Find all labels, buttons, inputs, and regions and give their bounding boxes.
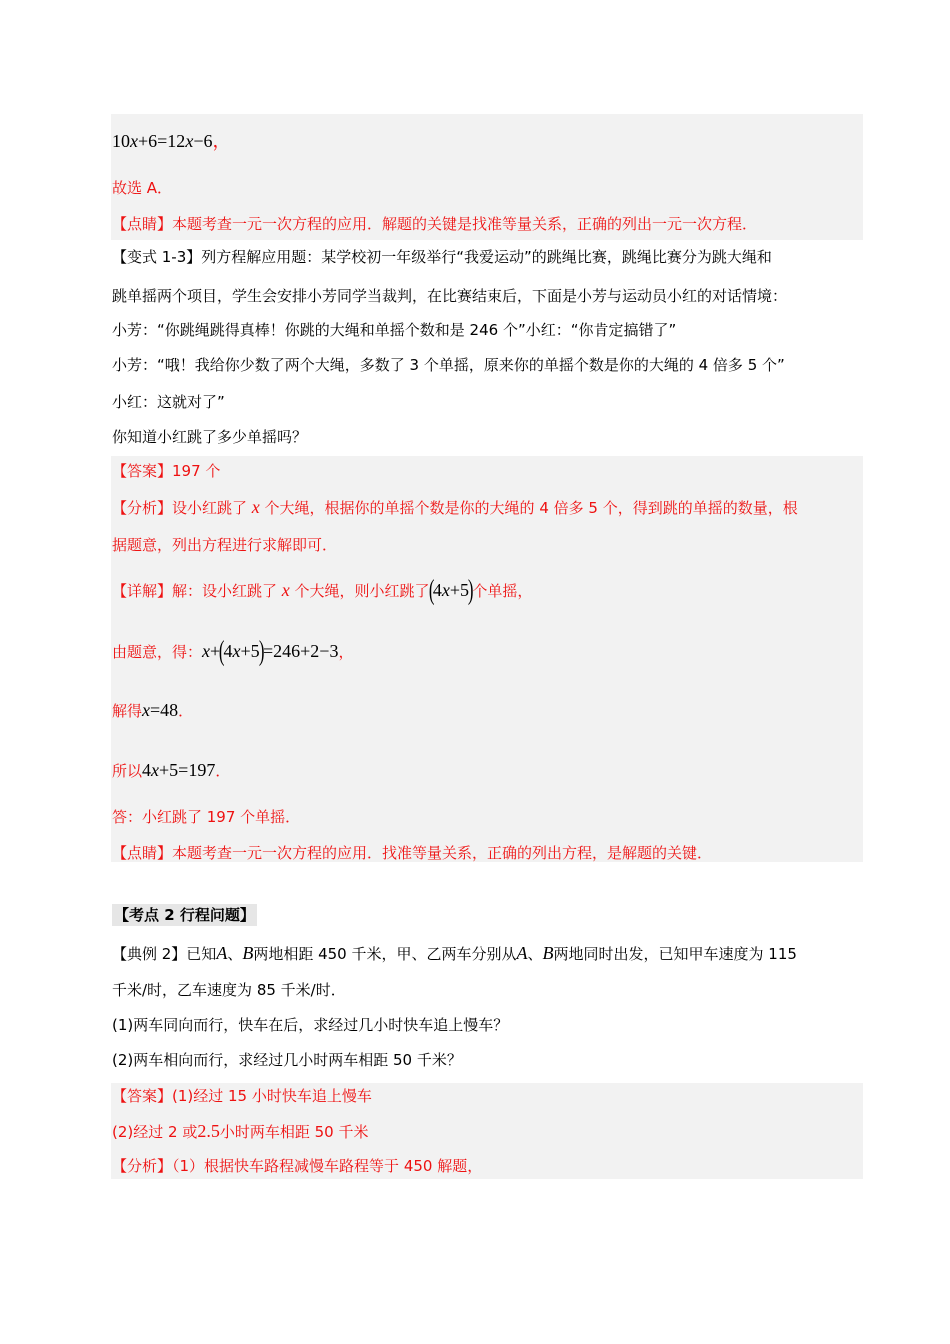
answer-line: 【答案】197 个	[112, 462, 221, 480]
variant-line-5: 小红：这就对了”	[112, 393, 225, 411]
detail-line: 【详解】解：设小红跳了 x 个大绳，则小红跳了(4x+5)个单摇，	[112, 575, 533, 606]
analysis-section2: 【分析】（1）根据快车路程减慢车路程等于 450 解题，	[112, 1157, 483, 1175]
solution-comment-line: 【点睛】本题考查一元一次方程的应用．找准等量关系，正确的列出方程，是解题的关键．	[112, 844, 713, 862]
example-line-1: 【典例 2】已知A、B两地相距 450 千米，甲、乙两车分别从A、B两地同时出发，已知甲车速度为 115	[112, 943, 797, 963]
solve-line: 解得x=48．	[112, 700, 194, 720]
question-2: (2)两车相向而行，求经过几小时两车相距 50 千米？	[112, 1051, 462, 1069]
equation-setup-line: 由题意，得：x+(4x+5)=246+2−3，	[112, 636, 354, 667]
variant-line-6: 你知道小红跳了多少单摇吗？	[112, 428, 308, 446]
example-line-2: 千米/时，乙车速度为 85 千米/时．	[112, 981, 346, 999]
variant-line-4: 小芳：“哦！我给你少数了两个大绳，多数了 3 个单摇，原来你的单摇个数是你的大绳的 4 倍多 5 个”	[112, 356, 785, 374]
analysis-line-2: 据题意，列出方程进行求解即可．	[112, 536, 338, 554]
analysis-line-1: 【分析】设小红跳了 x 个大绳，根据你的单摇个数是你的大绳的 4 倍多 5 个，得到跳的单摇的数量，根	[112, 497, 798, 517]
answer-2: (2)经过 2 或2.5小时两车相距 50 千米	[112, 1121, 369, 1141]
equation-line: 10x+6=12x−6，	[112, 131, 231, 151]
section-heading: 【考点 2 行程问题】	[114, 906, 255, 924]
variant-line-2: 跳单摇两个项目，学生会安排小芳同学当裁判，在比赛结束后，下面是小芳与运动员小红的对话情境：	[112, 287, 788, 305]
answer-1: 【答案】(1)经过 15 小时快车追上慢车	[112, 1087, 372, 1105]
so-line: 所以4x+5=197．	[112, 760, 231, 780]
reply-line: 答：小红跳了 197 个单摇．	[112, 808, 301, 826]
question-1: (1)两车同向而行，快车在后，求经过几小时快车追上慢车？	[112, 1016, 509, 1034]
variant-line-1: 【变式 1-3】列方程解应用题：某学校初一年级举行“我爱运动”的跳绳比赛，跳绳比赛分为跳大绳和	[112, 248, 772, 266]
variant-line-3: 小芳：“你跳绳跳得真棒！你跳的大绳和单摇个数和是 246 个”小红：“你肯定搞错了”	[112, 321, 677, 339]
comment-line: 【点睛】本题考查一元一次方程的应用．解题的关键是找准等量关系，正确的列出一元一次方程．	[112, 215, 758, 233]
choice-line: 故选 A．	[112, 179, 173, 197]
